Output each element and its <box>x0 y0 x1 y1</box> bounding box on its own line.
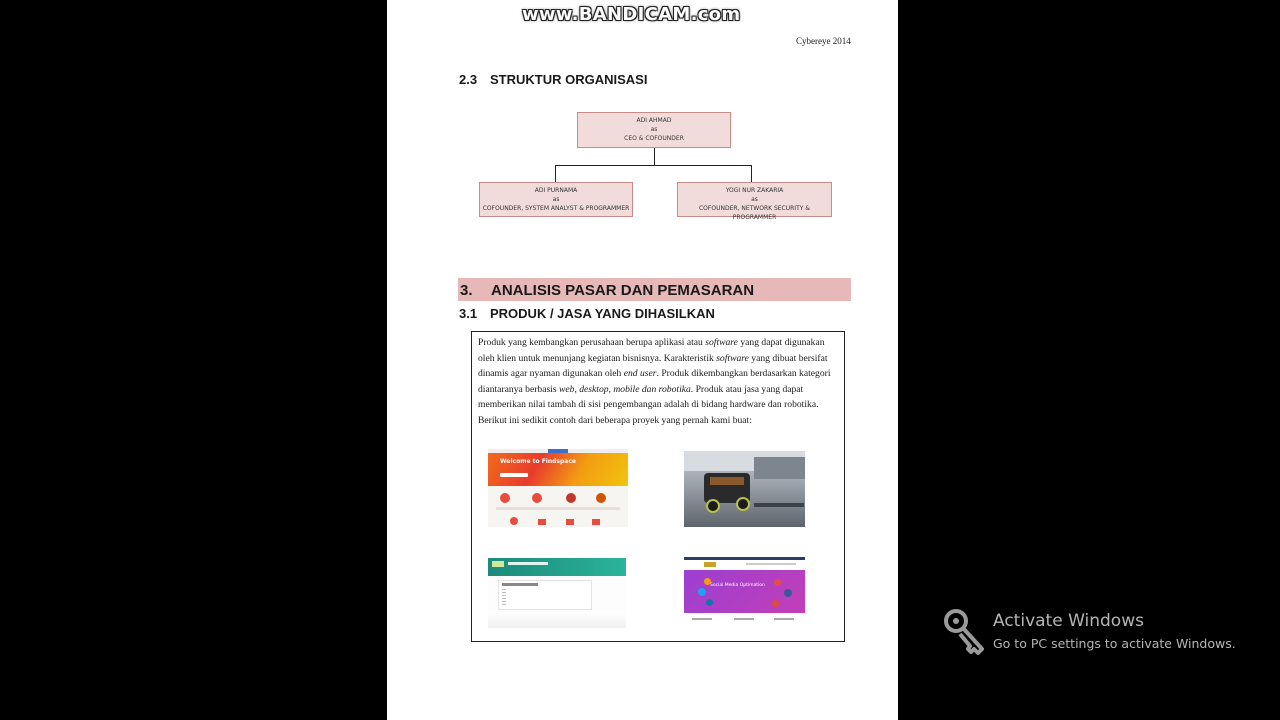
org-connector-horizontal <box>555 165 752 166</box>
key-icon <box>942 607 988 655</box>
org-role: COFOUNDER, NETWORK SECURITY & PROGRAMMER <box>698 205 810 221</box>
org-box-left <box>479 182 633 217</box>
document-header: Cybereye 2014 <box>796 36 851 46</box>
bandicam-watermark: www.BANDICAM.com <box>522 4 741 25</box>
paragraph-text: . Produk atau jasa yang dapat memberikan nilai tambah di sisi pengembangan adalah di bidang hardware dan robotika. Berikut ini sedikit contoh dari beberapa proyek yang pernah kami buat: <box>478 383 819 426</box>
teal-website-screenshot <box>488 558 626 628</box>
robot-photo <box>684 451 805 527</box>
activate-title: Activate Windows <box>993 611 1144 631</box>
section-title: STRUKTUR ORGANISASI <box>490 72 648 87</box>
org-name: ADI AHMAD <box>636 117 672 124</box>
activate-subtitle[interactable]: Go to PC settings to activate Windows. <box>993 636 1236 651</box>
org-as: as <box>650 126 658 133</box>
org-name: YOGI NUR ZAKARIA <box>725 187 784 194</box>
paragraph-emphasis: end user <box>623 368 657 379</box>
findspace-banner-title: Welcome to Findspace <box>500 458 576 465</box>
social-media-screenshot <box>684 557 805 629</box>
section-title: ANALISIS PASAR DAN PEMASARAN <box>491 282 755 299</box>
org-as: as <box>751 196 758 203</box>
section-number: 2.3 <box>459 72 478 87</box>
paragraph-emphasis: software <box>716 352 749 364</box>
findspace-screenshot <box>488 449 628 527</box>
paragraph-text: . Produk dikembangkan berdasarkan kategori diantaranya berbasis <box>478 368 831 395</box>
org-as: as <box>552 196 560 203</box>
paragraph-text: yang dibuat bersifat dinamis agar nyaman digunakan oleh <box>478 352 828 379</box>
org-connector-left <box>555 165 556 182</box>
org-box-ceo <box>577 112 731 148</box>
section-title: PRODUK / JASA YANG DIHASILKAN <box>490 306 715 321</box>
org-connector-right <box>751 165 752 182</box>
section-number: 3. <box>460 282 473 299</box>
org-connector-vertical <box>654 148 655 165</box>
org-role: COFOUNDER, SYSTEM ANALYST & PROGRAMMER <box>482 205 630 212</box>
paragraph-text: Produk yang kembangkan perusahaan berupa aplikasi atau <box>478 337 706 348</box>
paragraph-emphasis: web, desktop, mobile dan robotika <box>558 383 691 395</box>
section-3-1-heading <box>459 306 715 321</box>
section-3-heading <box>458 278 851 301</box>
section-2-3-heading <box>459 72 647 87</box>
section-number: 3.1 <box>459 306 478 321</box>
paragraph-text: yang dapat digunakan oleh klien untuk menunjang kegiatan bisnisnya. Karakteristik <box>478 337 825 364</box>
paragraph-emphasis: software <box>705 337 738 348</box>
org-box-right <box>677 182 832 221</box>
org-role: CEO & COFOUNDER <box>624 135 684 142</box>
product-paragraph <box>478 335 840 428</box>
social-caption: Social Media Optimation <box>710 583 765 588</box>
activate-windows-notice <box>940 605 1260 665</box>
org-name: ADI PURNAMA <box>534 187 578 194</box>
